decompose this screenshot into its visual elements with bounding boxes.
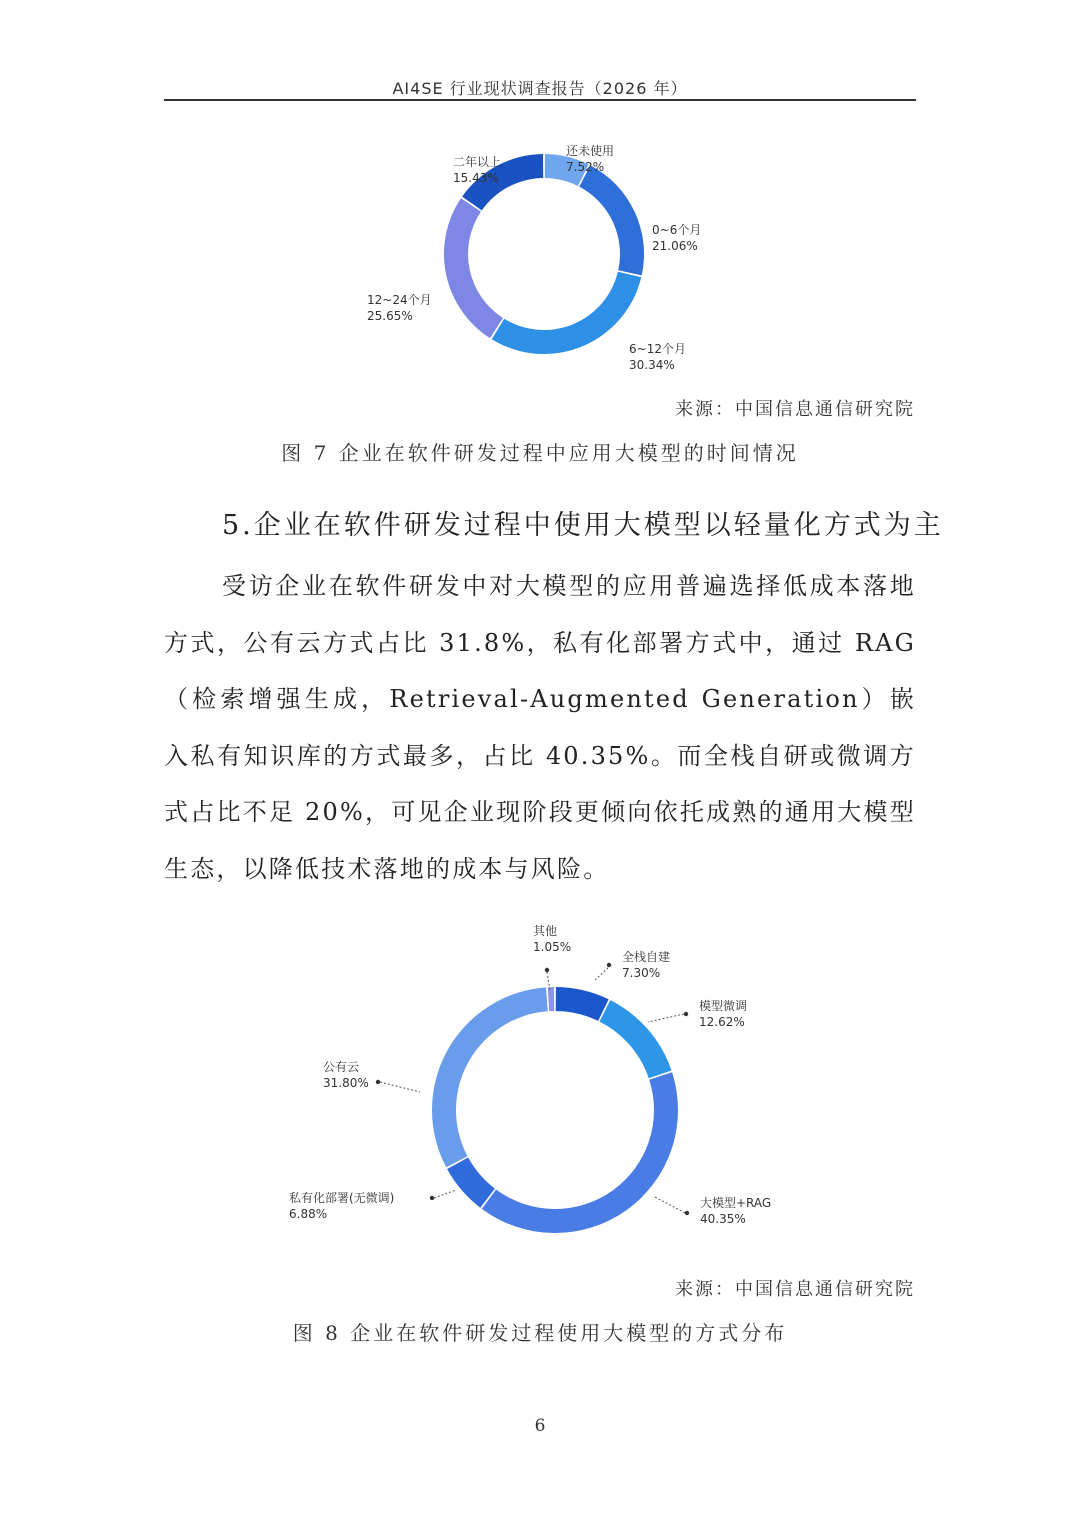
donut-slice-8-1 — [599, 1000, 671, 1078]
slice-value-label: 15.43% — [453, 171, 499, 185]
slice-category-label: 0~6个月 — [652, 223, 702, 237]
leader-dot-2 — [685, 1211, 689, 1215]
slice-category-label: 还未使用 — [566, 144, 615, 158]
slice-category-label: 模型微调 — [699, 999, 748, 1013]
leader-line-4 — [380, 1082, 420, 1092]
slice-value-label: 7.30% — [622, 966, 661, 980]
donut-slice-7-3 — [444, 198, 503, 338]
slice-value-label: 12.62% — [699, 1015, 745, 1029]
section-paragraph: 受访企业在软件研发中对大模型的应用普遍选择低成本落地方式，公有云方式占比 31.8%，私有化部署方式中，通过 RAG（检索增强生成，Retrieval-Augmented Generation）嵌入私有知识库的方式最多，占比 40.35%。而全栈自研或微调方式占比不足 20%，可见企业现阶段更倾向依托成熟的通用大模型生态，以降低技术落地的成本与风险。 — [164, 572, 916, 883]
leader-dot-4 — [376, 1080, 380, 1084]
slice-category-label: 其他 — [533, 924, 558, 938]
slice-value-label: 40.35% — [700, 1212, 746, 1226]
slice-category-label: 二年以上 — [453, 155, 502, 169]
leader-dot-0 — [607, 963, 611, 967]
slice-category-label: 全栈自建 — [622, 950, 671, 964]
figure-7-source: 来源：中国信息通信研究院 — [675, 399, 915, 420]
slice-value-label: 7.52% — [566, 160, 605, 174]
slice-value-label: 21.06% — [652, 239, 698, 253]
page-number: 6 — [534, 1416, 546, 1436]
leader-line-1 — [648, 1014, 684, 1022]
slice-category-label: 公有云 — [323, 1060, 360, 1074]
figure-7-caption: 图 7 企业在软件研发过程中应用大模型的时间情况 — [281, 441, 799, 465]
figure-8-caption: 图 8 企业在软件研发过程使用大模型的方式分布 — [292, 1321, 788, 1345]
leader-line-3 — [434, 1190, 456, 1198]
page-header-title: AI4SE 行业现状调查报告（2026 年） — [392, 79, 688, 98]
slice-category-label: 大模型+RAG — [700, 1196, 772, 1210]
page-header-rule — [164, 99, 916, 101]
slice-value-label: 1.05% — [533, 940, 572, 954]
leader-dot-5 — [545, 968, 549, 972]
slice-value-label: 31.80% — [323, 1076, 369, 1090]
donut-slice-8-0 — [556, 987, 609, 1021]
figure-7-donut-svg — [0, 130, 1080, 392]
figure-8-source: 来源：中国信息通信研究院 — [675, 1279, 915, 1300]
slice-category-label: 6~12个月 — [629, 342, 686, 356]
figure-7-chart — [0, 130, 1080, 392]
slice-value-label: 6.88% — [289, 1207, 328, 1221]
donut-slice-7-1 — [579, 165, 644, 275]
donut-slice-8-3 — [447, 1158, 495, 1208]
leader-dot-1 — [684, 1012, 688, 1016]
donut-slice-8-5 — [548, 987, 554, 1011]
section-heading: 5.企业在软件研发过程中使用大模型以轻量化方式为主 — [222, 510, 944, 541]
slice-value-label: 30.34% — [629, 358, 675, 372]
donut-slice-8-2 — [482, 1072, 678, 1233]
slice-category-label: 私有化部署(无微调) — [289, 1191, 395, 1205]
leader-line-2 — [655, 1197, 685, 1213]
donut-slice-7-2 — [492, 272, 642, 354]
figure-8-chart — [0, 910, 1080, 1240]
slice-category-label: 12~24个月 — [367, 293, 432, 307]
figure-8-donut-svg — [0, 910, 1080, 1240]
leader-line-0 — [595, 965, 611, 980]
donut-slice-8-4 — [432, 987, 548, 1167]
slice-value-label: 25.65% — [367, 309, 413, 323]
leader-dot-3 — [430, 1196, 434, 1200]
